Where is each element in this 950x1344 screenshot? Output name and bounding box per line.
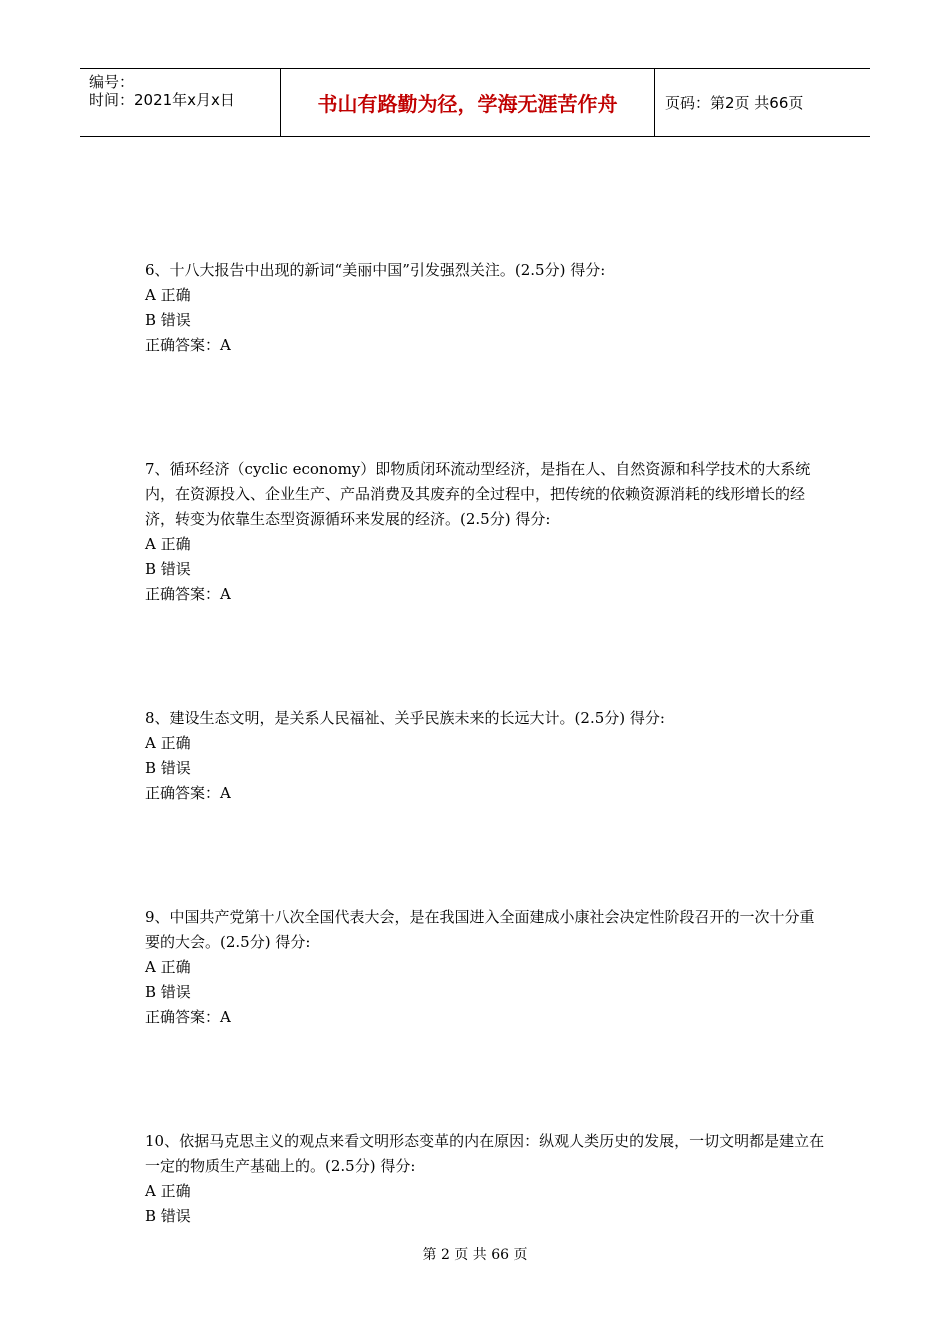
option-b: B 错误 <box>145 560 191 578</box>
question-6 <box>145 258 825 358</box>
page-header <box>80 68 870 137</box>
option-a: A 正确 <box>145 1182 191 1200</box>
question-list <box>145 258 825 1229</box>
question-text: 7、循环经济（cyclic economy）即物质闭环流动型经济，是指在人、自然资源和科学技术的大系统内，在资源投入、企业生产、产品消费及其废弃的全过程中，把传统的依赖资源消耗的线形增长的经济，转变为依靠生态型资源循环来发展的经济。(2.5分) 得分: <box>145 460 811 528</box>
question-text: 8、建设生态文明，是关系人民福祉、关乎民族未来的长远大计。(2.5分) 得分: <box>145 709 665 727</box>
option-a: A 正确 <box>145 958 191 976</box>
header-motto: 书山有路勤为径，学海无涯苦作舟 <box>281 69 655 136</box>
correct-answer: 正确答案：A <box>145 784 231 802</box>
option-b: B 错误 <box>145 311 191 329</box>
doc-time-label: 时间：2021年x月x日 <box>89 91 235 109</box>
question-8 <box>145 706 825 806</box>
option-b: B 错误 <box>145 1207 191 1225</box>
question-7 <box>145 457 825 607</box>
question-text: 9、中国共产党第十八次全国代表大会，是在我国进入全面建成小康社会决定性阶段召开的一次十分重要的大会。(2.5分) 得分: <box>145 908 815 951</box>
question-10 <box>145 1129 825 1229</box>
option-a: A 正确 <box>145 734 191 752</box>
option-a: A 正确 <box>145 535 191 553</box>
question-9 <box>145 905 825 1030</box>
correct-answer: 正确答案：A <box>145 336 231 354</box>
correct-answer: 正确答案：A <box>145 585 231 603</box>
option-b: B 错误 <box>145 983 191 1001</box>
page-footer: 第 2 页 共 66 页 <box>422 1247 528 1263</box>
correct-answer: 正确答案：A <box>145 1008 231 1026</box>
header-page-label: 页码：第2页 共66页 <box>665 94 804 112</box>
header-meta <box>80 69 281 136</box>
option-b: B 错误 <box>145 759 191 777</box>
question-text: 10、依据马克思主义的观点来看文明形态变革的内在原因：纵观人类历史的发展，一切文明都是建立在一定的物质生产基础上的。(2.5分) 得分: <box>145 1132 825 1175</box>
option-a: A 正确 <box>145 286 191 304</box>
doc-number-label: 编号： <box>89 73 135 91</box>
question-text: 6、十八大报告中出现的新词“美丽中国”引发强烈关注。(2.5分) 得分: <box>145 261 606 279</box>
